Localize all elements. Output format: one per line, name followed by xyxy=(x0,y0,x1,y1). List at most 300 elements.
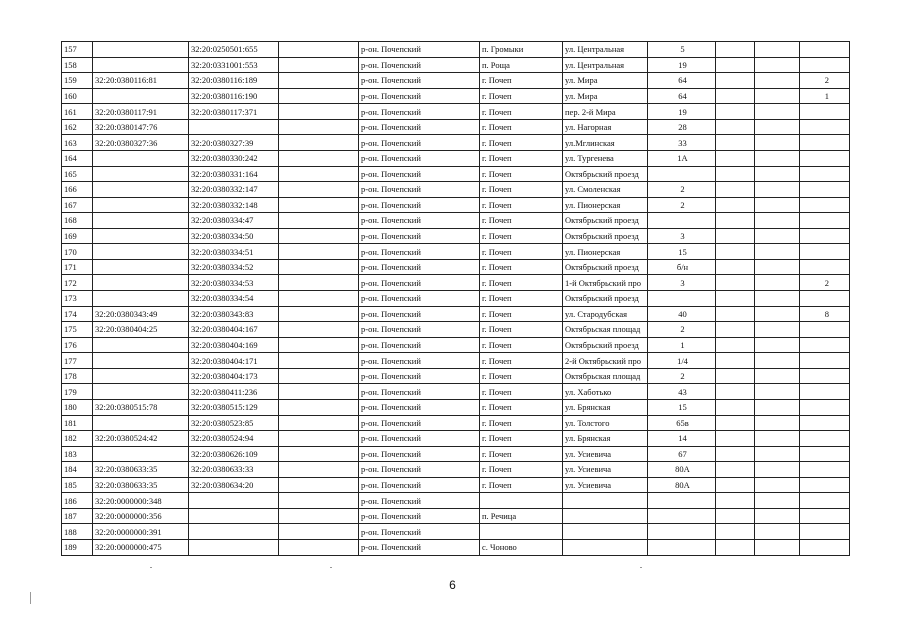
table-cell xyxy=(755,57,800,73)
table-cell xyxy=(648,291,716,307)
table-row xyxy=(62,259,850,275)
table-cell xyxy=(279,104,359,120)
table-cell: г. Почеп xyxy=(480,306,563,322)
table-cell: 1 xyxy=(648,337,716,353)
table-row xyxy=(62,42,850,58)
table-cell xyxy=(755,42,800,58)
table-cell xyxy=(279,508,359,524)
table-cell xyxy=(563,508,648,524)
table-cell xyxy=(279,88,359,104)
table-cell: Октябрьская площад xyxy=(563,368,648,384)
table-cell: 19 xyxy=(648,104,716,120)
table-cell: 40 xyxy=(648,306,716,322)
table-cell xyxy=(716,259,755,275)
table-row xyxy=(62,88,850,104)
table-cell xyxy=(800,135,850,151)
table-cell: 180 xyxy=(62,399,93,415)
table-cell xyxy=(716,182,755,198)
table-row xyxy=(62,368,850,384)
table-cell: 173 xyxy=(62,291,93,307)
table-cell xyxy=(716,291,755,307)
table-cell: 185 xyxy=(62,477,93,493)
table-cell xyxy=(93,197,189,213)
table-cell: п. Роща xyxy=(480,57,563,73)
table-cell: 32:20:0380332:148 xyxy=(189,197,279,213)
table-row xyxy=(62,524,850,540)
table-cell: 170 xyxy=(62,244,93,260)
table-cell: г. Почеп xyxy=(480,213,563,229)
table-cell xyxy=(800,446,850,462)
table-cell xyxy=(279,446,359,462)
table-cell: 165 xyxy=(62,166,93,182)
table-cell: ул. Центральная xyxy=(563,57,648,73)
table-cell: р-он. Почепский xyxy=(359,399,480,415)
table-cell xyxy=(800,337,850,353)
table-cell xyxy=(800,213,850,229)
table-cell: 32:20:0380116:81 xyxy=(93,73,189,89)
table-cell: г. Почеп xyxy=(480,197,563,213)
table-cell xyxy=(755,197,800,213)
table-cell: г. Почеп xyxy=(480,166,563,182)
table-cell xyxy=(93,213,189,229)
table-cell: 32:20:0380515:78 xyxy=(93,399,189,415)
table-cell xyxy=(716,73,755,89)
table-cell: 32:20:0380404:169 xyxy=(189,337,279,353)
table-row xyxy=(62,337,850,353)
scan-speck xyxy=(640,567,642,568)
table-cell: р-он. Почепский xyxy=(359,88,480,104)
table-cell: г. Почеп xyxy=(480,462,563,478)
table-cell xyxy=(716,104,755,120)
table-cell xyxy=(716,88,755,104)
table-cell xyxy=(279,368,359,384)
table-cell: 32:20:0380633:33 xyxy=(189,462,279,478)
table-cell xyxy=(716,306,755,322)
table-cell xyxy=(563,493,648,509)
table-cell: ул.Мглинская xyxy=(563,135,648,151)
table-cell xyxy=(279,119,359,135)
table-cell: 43 xyxy=(648,384,716,400)
table-cell: г. Почеп xyxy=(480,182,563,198)
table-cell xyxy=(755,73,800,89)
table-cell xyxy=(755,384,800,400)
table-row xyxy=(62,135,850,151)
table-cell: 168 xyxy=(62,213,93,229)
table-cell: г. Почеп xyxy=(480,119,563,135)
table-cell: 15 xyxy=(648,244,716,260)
table-cell: 32:20:0380404:25 xyxy=(93,322,189,338)
table-cell xyxy=(93,150,189,166)
table-cell xyxy=(93,244,189,260)
table-cell xyxy=(93,384,189,400)
table-cell: 32:20:0000000:475 xyxy=(93,540,189,556)
table-row xyxy=(62,182,850,198)
table-row xyxy=(62,493,850,509)
table-cell xyxy=(279,213,359,229)
table-cell: г. Почеп xyxy=(480,337,563,353)
table-cell xyxy=(755,508,800,524)
table-cell xyxy=(755,275,800,291)
table-cell: 174 xyxy=(62,306,93,322)
table-row xyxy=(62,104,850,120)
table-cell: г. Почеп xyxy=(480,477,563,493)
table-cell: ул. Усиевича xyxy=(563,462,648,478)
table-cell: 2-й Октябрьский про xyxy=(563,353,648,369)
table-cell: 32:20:0380411:236 xyxy=(189,384,279,400)
table-cell: г. Почеп xyxy=(480,291,563,307)
table-cell xyxy=(93,42,189,58)
table-cell: 166 xyxy=(62,182,93,198)
table-cell: г. Почеп xyxy=(480,73,563,89)
table-cell: 33 xyxy=(648,135,716,151)
table-cell: 32:20:0380334:47 xyxy=(189,213,279,229)
table-cell xyxy=(800,353,850,369)
table-cell: 67 xyxy=(648,446,716,462)
table-cell: 32:20:0380116:189 xyxy=(189,73,279,89)
table-cell: 32:20:0380523:85 xyxy=(189,415,279,431)
table-cell: 32:20:0380331:164 xyxy=(189,166,279,182)
table-cell xyxy=(716,477,755,493)
table-cell xyxy=(279,291,359,307)
table-cell xyxy=(279,57,359,73)
table-cell: р-он. Почепский xyxy=(359,135,480,151)
table-cell xyxy=(648,493,716,509)
table-row xyxy=(62,291,850,307)
table-cell xyxy=(800,384,850,400)
table-cell: р-он. Почепский xyxy=(359,540,480,556)
scan-speck xyxy=(150,567,152,568)
table-cell: р-он. Почепский xyxy=(359,353,480,369)
table-cell: ул. Усиевича xyxy=(563,446,648,462)
table-cell xyxy=(563,524,648,540)
table-cell: р-он. Почепский xyxy=(359,431,480,447)
table-cell xyxy=(800,540,850,556)
table-cell: ул. Мира xyxy=(563,88,648,104)
table-cell: п. Громыки xyxy=(480,42,563,58)
table-cell xyxy=(189,508,279,524)
table-cell xyxy=(755,477,800,493)
table-cell xyxy=(93,337,189,353)
table-cell: р-он. Почепский xyxy=(359,244,480,260)
table-cell: 167 xyxy=(62,197,93,213)
table-cell: г. Почеп xyxy=(480,244,563,260)
table-cell: г. Почеп xyxy=(480,322,563,338)
table-row xyxy=(62,244,850,260)
table-cell: г. Почеп xyxy=(480,228,563,244)
table-cell: 3 xyxy=(648,228,716,244)
table-cell xyxy=(480,524,563,540)
table-cell: ул. Мира xyxy=(563,73,648,89)
table-cell xyxy=(800,104,850,120)
table-cell: 32:20:0380332:147 xyxy=(189,182,279,198)
table-cell: р-он. Почепский xyxy=(359,462,480,478)
table-cell: р-он. Почепский xyxy=(359,275,480,291)
table-cell xyxy=(755,88,800,104)
table-cell xyxy=(93,182,189,198)
table-cell xyxy=(800,524,850,540)
table-cell xyxy=(716,244,755,260)
table-cell: г. Почеп xyxy=(480,353,563,369)
table-cell xyxy=(716,275,755,291)
table-cell xyxy=(755,524,800,540)
table-cell xyxy=(648,213,716,229)
table-cell xyxy=(93,88,189,104)
table-cell: 65в xyxy=(648,415,716,431)
table-cell: 179 xyxy=(62,384,93,400)
table-cell xyxy=(279,42,359,58)
table-cell xyxy=(716,119,755,135)
table-cell: 178 xyxy=(62,368,93,384)
table-cell xyxy=(800,197,850,213)
table-cell: р-он. Почепский xyxy=(359,182,480,198)
table-row xyxy=(62,353,850,369)
table-cell: ул. Стародубская xyxy=(563,306,648,322)
table-cell: 159 xyxy=(62,73,93,89)
table-cell: 1-й Октябрьский про xyxy=(563,275,648,291)
table-row xyxy=(62,508,850,524)
table-cell: 32:20:0250501:655 xyxy=(189,42,279,58)
table-cell: 188 xyxy=(62,524,93,540)
table-cell: ул. Пионерская xyxy=(563,197,648,213)
table-cell: 64 xyxy=(648,88,716,104)
table-cell xyxy=(800,508,850,524)
table-cell xyxy=(755,415,800,431)
table-cell: 32:20:0380334:50 xyxy=(189,228,279,244)
table-cell: 5 xyxy=(648,42,716,58)
table-cell xyxy=(279,73,359,89)
table-cell xyxy=(755,322,800,338)
table-cell: 32:20:0380117:91 xyxy=(93,104,189,120)
table-cell: г. Почеп xyxy=(480,446,563,462)
table-cell: 164 xyxy=(62,150,93,166)
table-cell xyxy=(279,228,359,244)
table-cell: 161 xyxy=(62,104,93,120)
table-cell xyxy=(716,166,755,182)
table-row xyxy=(62,57,850,73)
table-cell: р-он. Почепский xyxy=(359,368,480,384)
table-cell xyxy=(279,244,359,260)
scan-speck xyxy=(30,592,31,604)
table-cell: р-он. Почепский xyxy=(359,306,480,322)
table-cell xyxy=(716,150,755,166)
table-cell: 160 xyxy=(62,88,93,104)
table-cell: 32:20:0000000:391 xyxy=(93,524,189,540)
table-cell: 32:20:0380633:35 xyxy=(93,462,189,478)
table-cell xyxy=(755,104,800,120)
table-row xyxy=(62,322,850,338)
table-cell: ул. Центральная xyxy=(563,42,648,58)
table-cell: г. Почеп xyxy=(480,384,563,400)
table-cell xyxy=(279,337,359,353)
table-cell: 184 xyxy=(62,462,93,478)
table-row xyxy=(62,462,850,478)
table-cell xyxy=(716,135,755,151)
table-cell: 8 xyxy=(800,306,850,322)
table-cell: р-он. Почепский xyxy=(359,337,480,353)
table-cell: р-он. Почепский xyxy=(359,73,480,89)
table-cell: 175 xyxy=(62,322,93,338)
table-cell xyxy=(800,415,850,431)
table-cell xyxy=(755,368,800,384)
table-cell: 1 xyxy=(800,88,850,104)
table-cell xyxy=(755,259,800,275)
table-cell xyxy=(716,213,755,229)
table-cell: 19 xyxy=(648,57,716,73)
table-cell: 32:20:0380334:51 xyxy=(189,244,279,260)
table-cell xyxy=(716,462,755,478)
table-cell: 162 xyxy=(62,119,93,135)
table-cell xyxy=(716,384,755,400)
table-cell: 64 xyxy=(648,73,716,89)
table-cell: 32:20:0380330:242 xyxy=(189,150,279,166)
table-cell: р-он. Почепский xyxy=(359,104,480,120)
table-row xyxy=(62,431,850,447)
table-cell xyxy=(93,446,189,462)
table-cell: г. Почеп xyxy=(480,275,563,291)
table-cell: 169 xyxy=(62,228,93,244)
page-number: 6 xyxy=(449,578,456,592)
table-cell xyxy=(800,228,850,244)
table-cell xyxy=(279,477,359,493)
table-cell: 182 xyxy=(62,431,93,447)
table-cell: 3 xyxy=(648,275,716,291)
table-cell xyxy=(279,384,359,400)
scan-speck xyxy=(330,567,332,568)
table-cell xyxy=(279,493,359,509)
table-cell: 32:20:0380327:39 xyxy=(189,135,279,151)
table-cell xyxy=(716,540,755,556)
table-cell xyxy=(716,337,755,353)
table-cell: с. Чоново xyxy=(480,540,563,556)
table-cell: 157 xyxy=(62,42,93,58)
table-cell xyxy=(716,57,755,73)
table-cell xyxy=(800,368,850,384)
table-cell: г. Почеп xyxy=(480,150,563,166)
table-cell xyxy=(480,493,563,509)
table-cell: Октябрьский проезд xyxy=(563,337,648,353)
table-row xyxy=(62,228,850,244)
table-cell: 32:20:0380633:35 xyxy=(93,477,189,493)
table-cell xyxy=(755,353,800,369)
table-cell: р-он. Почепский xyxy=(359,166,480,182)
table-cell xyxy=(755,150,800,166)
table-cell xyxy=(755,119,800,135)
table-cell xyxy=(279,197,359,213)
table-cell: 158 xyxy=(62,57,93,73)
table-cell: 32:20:0331001:553 xyxy=(189,57,279,73)
table-row xyxy=(62,415,850,431)
table-cell xyxy=(800,291,850,307)
table-cell xyxy=(800,182,850,198)
table-cell xyxy=(279,431,359,447)
table-cell xyxy=(800,57,850,73)
table-cell: 2 xyxy=(800,275,850,291)
table-cell xyxy=(755,182,800,198)
table-cell: р-он. Почепский xyxy=(359,119,480,135)
table-cell: г. Почеп xyxy=(480,431,563,447)
table-cell xyxy=(279,259,359,275)
table-cell: р-он. Почепский xyxy=(359,42,480,58)
table-cell: Октябрьская площад xyxy=(563,322,648,338)
table-cell: 28 xyxy=(648,119,716,135)
table-cell xyxy=(755,399,800,415)
table-row xyxy=(62,306,850,322)
table-cell xyxy=(800,493,850,509)
table-cell xyxy=(755,462,800,478)
table-cell: р-он. Почепский xyxy=(359,150,480,166)
table-cell: 2 xyxy=(648,368,716,384)
table-cell xyxy=(800,399,850,415)
table-cell: р-он. Почепский xyxy=(359,57,480,73)
table-cell: 2 xyxy=(648,197,716,213)
table-cell xyxy=(716,353,755,369)
table-cell xyxy=(755,166,800,182)
table-cell xyxy=(279,150,359,166)
table-body xyxy=(62,42,850,556)
table-cell: г. Почеп xyxy=(480,135,563,151)
table-cell xyxy=(755,228,800,244)
table-cell xyxy=(93,57,189,73)
table-cell xyxy=(93,291,189,307)
table-cell: Октябрьский проезд xyxy=(563,166,648,182)
table-cell: 181 xyxy=(62,415,93,431)
table-cell xyxy=(716,197,755,213)
table-cell xyxy=(800,431,850,447)
table-cell xyxy=(189,493,279,509)
table-cell xyxy=(93,166,189,182)
table-cell: 1А xyxy=(648,150,716,166)
table-cell: 2 xyxy=(800,73,850,89)
table-cell xyxy=(755,135,800,151)
table-row xyxy=(62,73,850,89)
table-cell xyxy=(755,431,800,447)
table-cell: 15 xyxy=(648,399,716,415)
table-cell xyxy=(279,540,359,556)
table-cell xyxy=(755,337,800,353)
table-cell: 32:20:0380343:83 xyxy=(189,306,279,322)
table-cell: п. Речица xyxy=(480,508,563,524)
table-cell: 32:20:0380334:52 xyxy=(189,259,279,275)
table-cell: ул. Нагорная xyxy=(563,119,648,135)
table-cell: 32:20:0380147:76 xyxy=(93,119,189,135)
table-cell: 183 xyxy=(62,446,93,462)
table-cell xyxy=(755,446,800,462)
table-cell xyxy=(800,244,850,260)
table-cell: р-он. Почепский xyxy=(359,446,480,462)
table-cell: ул. Толстого xyxy=(563,415,648,431)
table-cell: Октябрьский проезд xyxy=(563,213,648,229)
table-cell xyxy=(279,353,359,369)
table-cell: ул. Брянская xyxy=(563,399,648,415)
table-cell xyxy=(279,166,359,182)
table-cell xyxy=(800,259,850,275)
table-cell xyxy=(716,228,755,244)
table-row xyxy=(62,477,850,493)
table-row xyxy=(62,446,850,462)
table-cell: р-он. Почепский xyxy=(359,477,480,493)
table-cell xyxy=(279,524,359,540)
table-cell: р-он. Почепский xyxy=(359,213,480,229)
table-cell: 32:20:0380117:371 xyxy=(189,104,279,120)
table-cell: г. Почеп xyxy=(480,104,563,120)
table-cell xyxy=(93,228,189,244)
table-cell: 2 xyxy=(648,182,716,198)
table-cell: 189 xyxy=(62,540,93,556)
table-row xyxy=(62,384,850,400)
table-cell: 186 xyxy=(62,493,93,509)
table-cell xyxy=(189,524,279,540)
table-cell: ул. Смоленская xyxy=(563,182,648,198)
